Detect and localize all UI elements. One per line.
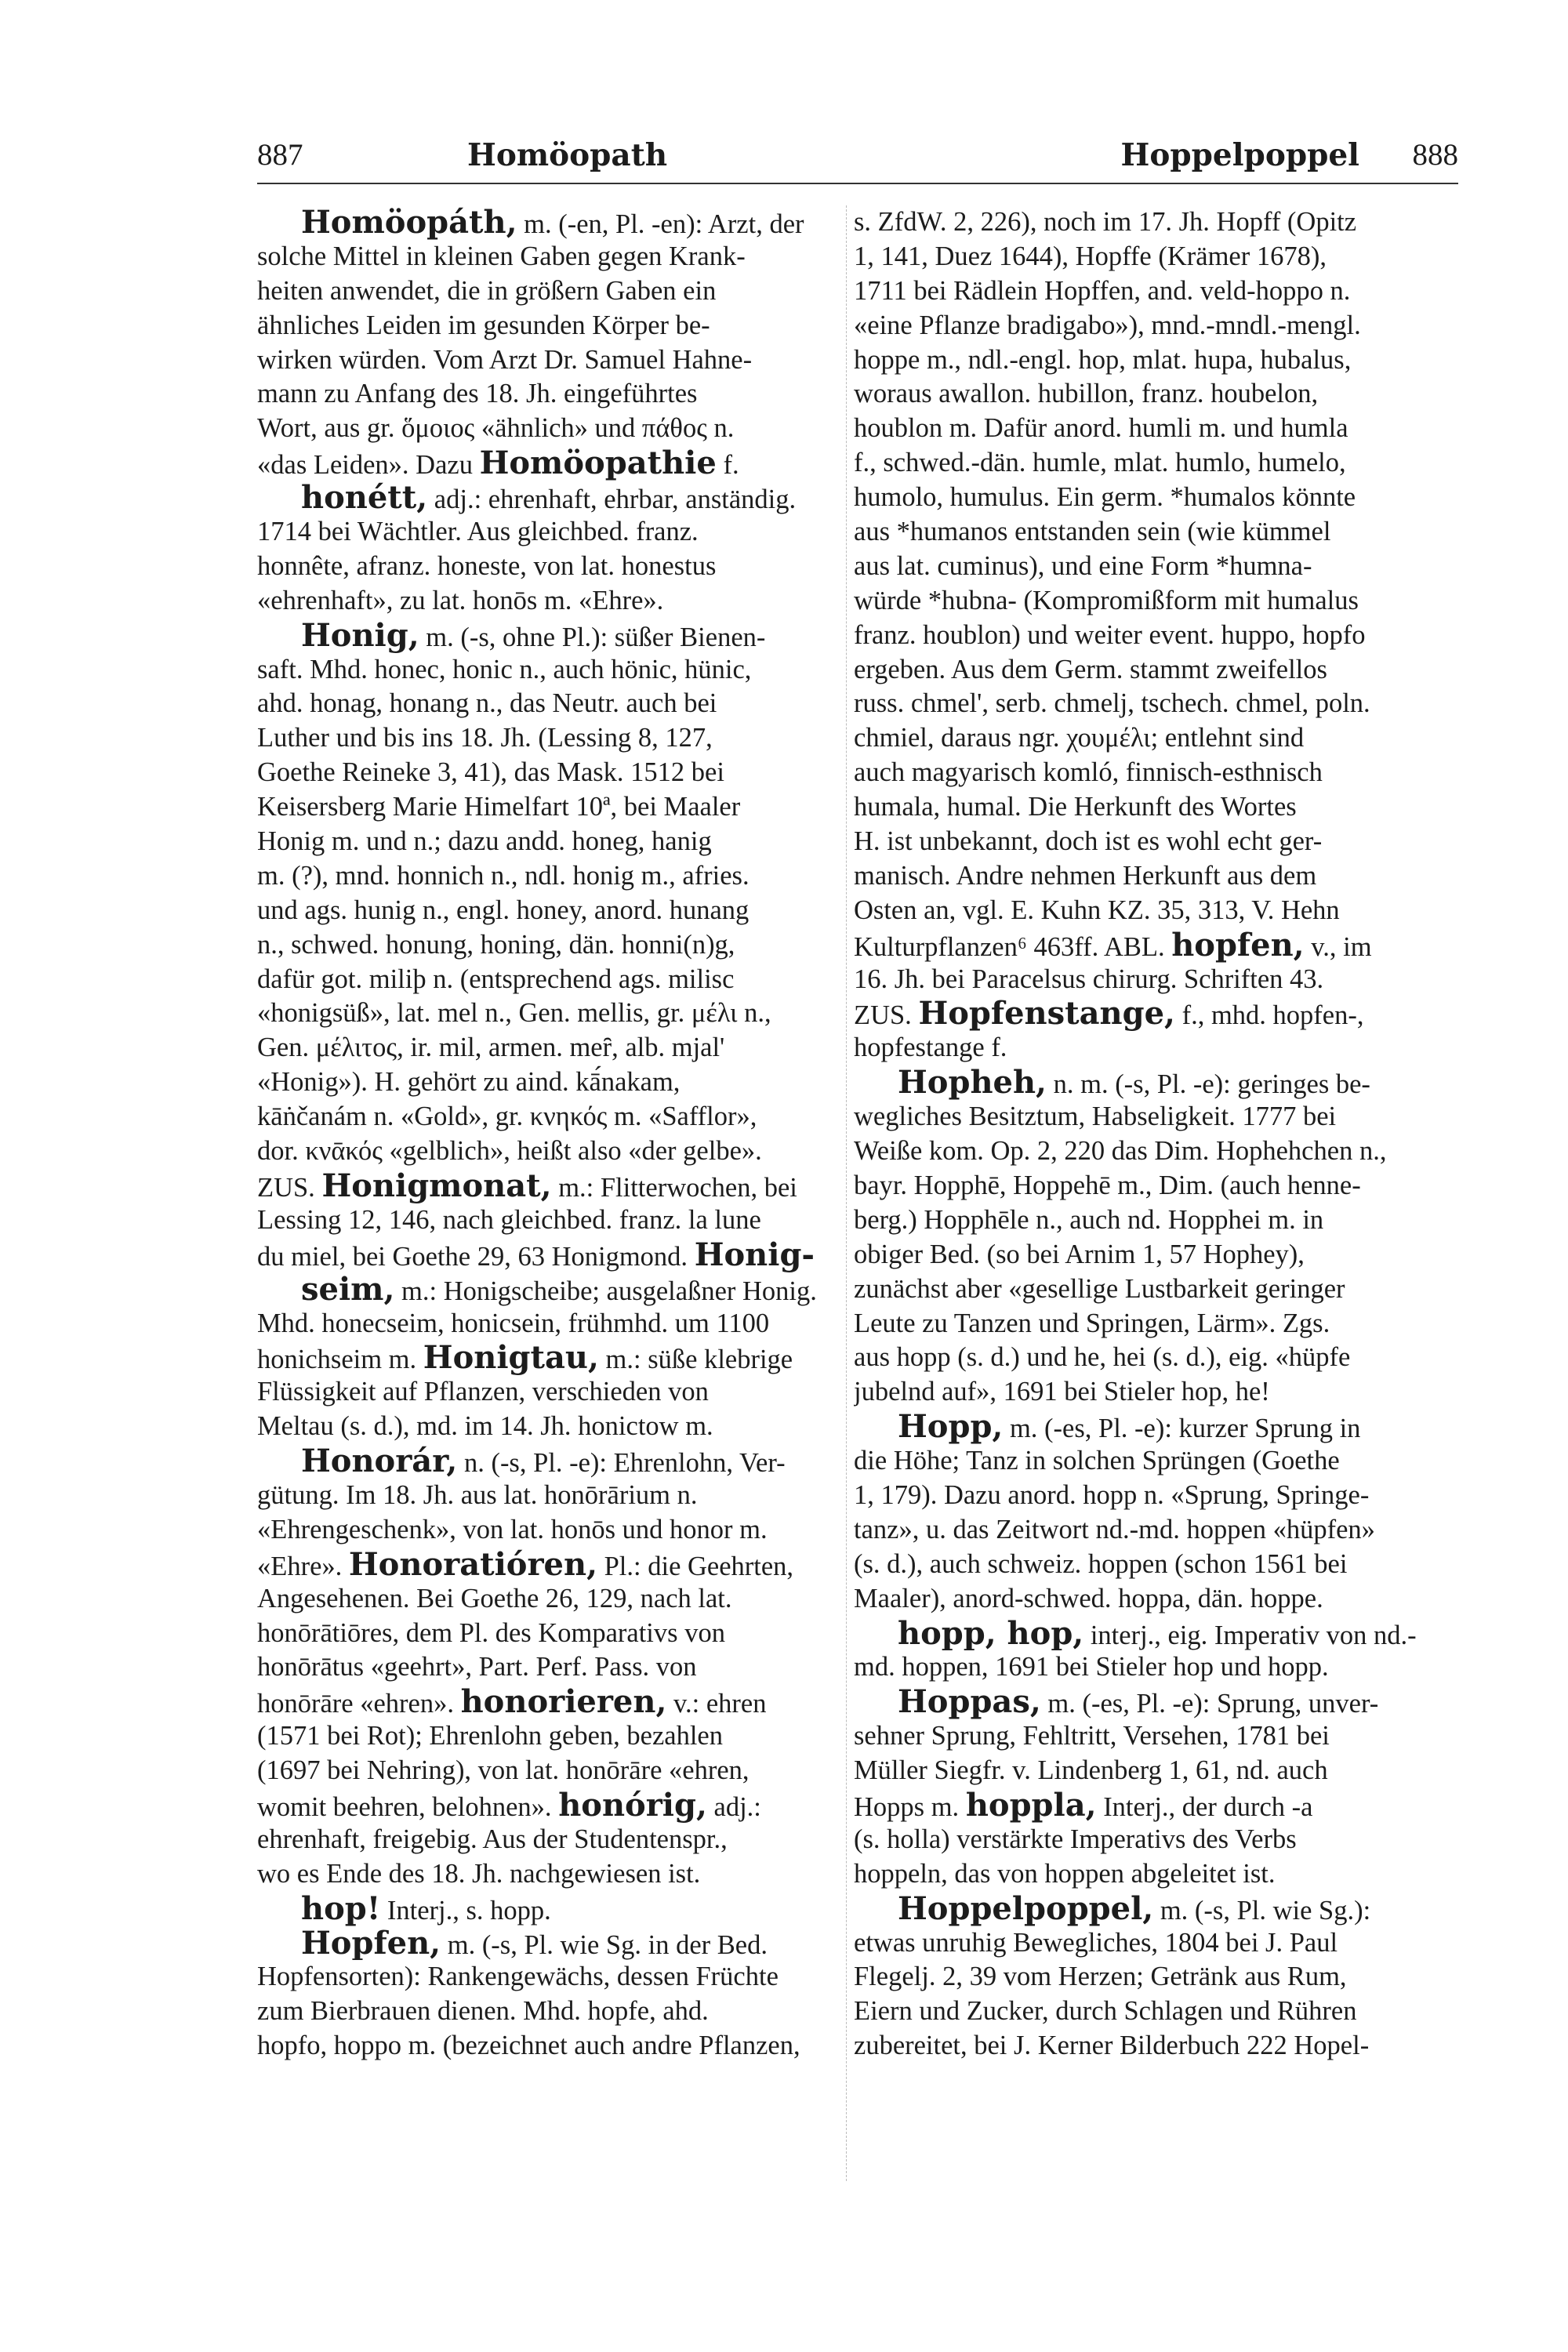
text-line xyxy=(257,928,851,963)
text-line xyxy=(257,1892,851,1926)
text-line xyxy=(257,343,851,378)
text-line xyxy=(257,756,851,790)
text-line xyxy=(854,1134,1448,1169)
text-line xyxy=(257,1788,851,1823)
text-line xyxy=(257,1926,851,1961)
entry-text: m. (-es, Pl. -e): Sprung, unver- xyxy=(1040,1689,1379,1719)
entry-text: «Ehrengeschenk», von lat. honōs und honor m. xyxy=(257,1514,768,1544)
entry-text: mann zu Anfang des 18. Jh. eingeführtes xyxy=(257,379,698,409)
text-line xyxy=(257,481,851,515)
text-line xyxy=(257,1065,851,1100)
entry-text: womit beehren, belohnen». xyxy=(257,1791,559,1822)
text-line xyxy=(854,1203,1448,1238)
entry-text: ZUS. xyxy=(257,1172,322,1203)
entry-text: Kulturpflanzen⁶ 463ff. ABL. xyxy=(854,931,1172,962)
entry-headword: Hopheh, xyxy=(898,1065,1047,1101)
entry-text: Goethe Reineke 3, 41), das Mask. 1512 bei xyxy=(257,757,724,788)
entry-text: Pl.: die Geehrten, xyxy=(597,1551,794,1581)
running-headword-left: Homöopath xyxy=(467,137,668,173)
entry-text: m. (-es, Pl. -e): kurzer Sprung in xyxy=(1003,1414,1361,1444)
text-line xyxy=(257,309,851,343)
text-line xyxy=(257,1031,851,1065)
page-number-left: 887 xyxy=(257,138,303,172)
text-line xyxy=(257,1341,851,1375)
header-rule xyxy=(257,183,1458,184)
text-line xyxy=(854,653,1448,688)
entry-text: die Höhe; Tanz in solchen Sprüngen (Goethe xyxy=(854,1446,1340,1476)
text-line xyxy=(257,1100,851,1134)
entry-text: (s. holla) verstärkte Imperativs des Verbs xyxy=(854,1824,1297,1854)
text-line xyxy=(257,1685,851,1719)
text-line xyxy=(257,1719,851,1754)
entry-text: Gen. μέλιτος, ir. mil, armen. meȓ, alb. mjal' xyxy=(257,1033,725,1063)
entry-text: Mhd. honecseim, honicsein, frühmhd. um 1100 xyxy=(257,1308,770,1338)
text-line xyxy=(257,619,851,653)
text-line xyxy=(854,1617,1448,1651)
text-line xyxy=(854,1065,1448,1100)
entry-text: dor. κνᾱκός «gelblich», heißt also «der gelbe». xyxy=(257,1136,762,1167)
text-line xyxy=(854,1341,1448,1375)
entry-headword: Honig- xyxy=(694,1237,815,1272)
entry-headword: Homöopathie xyxy=(479,446,717,481)
entry-text: und ags. hunig n., engl. honey, anord. hunang xyxy=(257,895,750,925)
text-line xyxy=(854,996,1448,1031)
text-line xyxy=(257,1134,851,1169)
entry-text: russ. chmel', serb. chmelj, tschech. chmel, poln. xyxy=(854,688,1370,719)
entry-text: (s. d.), auch schweiz. hoppen (schon 1561 bei xyxy=(854,1548,1348,1579)
entry-text: humala, humal. Die Herkunft des Wortes xyxy=(854,792,1297,822)
entry-text: aus *humanos entstanden sein (wie kümmel xyxy=(854,517,1331,547)
entry-text: dafür got. miliþ n. (entsprechend ags. milisc xyxy=(257,964,735,994)
entry-text: gütung. Im 18. Jh. aus lat. honōrārium n. xyxy=(257,1479,698,1510)
text-line xyxy=(854,550,1448,584)
entry-text: bayr. Hopphē, Hoppehē m., Dim. (auch henne- xyxy=(854,1170,1361,1200)
entry-text: v.: ehren xyxy=(666,1689,767,1719)
entry-text: Flüssigkeit auf Pflanzen, verschieden von xyxy=(257,1377,709,1407)
text-line xyxy=(257,1650,851,1685)
entry-text: «Honig»). H. gehört zu aind. kā́nakam, xyxy=(257,1067,681,1098)
page-number-right: 888 xyxy=(1412,138,1458,172)
entry-headword: hoppla, xyxy=(965,1788,1097,1823)
entry-headword: hop! xyxy=(301,1891,381,1926)
text-line xyxy=(854,963,1448,997)
entry-text: «ehrenhaft», zu lat. honōs m. «Ehre». xyxy=(257,585,664,615)
entry-text: Interj., der durch -a xyxy=(1096,1791,1313,1822)
text-line xyxy=(257,412,851,446)
entry-text: 16. Jh. bei Paracelsus chirurg. Schriften 43. xyxy=(854,964,1324,994)
entry-text: m. (?), mnd. honnich n., ndl. honig m., afries. xyxy=(257,860,750,891)
entry-text: 1, 141, Duez 1644), Hopffe (Krämer 1678), xyxy=(854,241,1327,271)
entry-headword: seim, xyxy=(301,1272,395,1307)
text-line xyxy=(854,1479,1448,1513)
text-line xyxy=(854,343,1448,378)
entry-text: hopfo, hoppo m. (bezeichnet auch andre Pflanzen, xyxy=(257,2031,800,2061)
text-line xyxy=(257,205,851,240)
right-column xyxy=(854,205,1448,2063)
text-line xyxy=(854,309,1448,343)
entry-text: «honigsüß», lat. mel n., Gen. mellis, gr. μέλι n., xyxy=(257,998,771,1029)
entry-text: m. (-en, Pl. -en): Arzt, der xyxy=(517,209,804,239)
entry-headword: Honigtau, xyxy=(423,1341,599,1376)
text-line xyxy=(257,859,851,894)
entry-text: honnête, afranz. honeste, von lat. honestus xyxy=(257,550,717,581)
entry-text: Angesehenen. Bei Goethe 26, 129, nach lat. xyxy=(257,1583,732,1613)
text-line xyxy=(257,1203,851,1238)
text-line xyxy=(854,274,1448,309)
text-line xyxy=(854,1650,1448,1685)
text-line xyxy=(257,1375,851,1410)
entry-text: adj.: xyxy=(706,1791,761,1822)
running-headword-right: Hoppelpoppel xyxy=(1120,137,1359,173)
text-line xyxy=(854,1169,1448,1203)
text-line xyxy=(854,2029,1448,2063)
entry-text: Leute zu Tanzen und Springen, Lärm». Zgs. xyxy=(854,1308,1330,1338)
text-line xyxy=(257,653,851,688)
column-separator xyxy=(846,205,847,2181)
text-line xyxy=(257,687,851,721)
entry-headword: honórig, xyxy=(558,1788,707,1823)
entry-text: (1571 bei Rot); Ehrenlohn geben, bezahlen xyxy=(257,1721,723,1751)
entry-text: berg.) Hopphēle n., auch nd. Hopphei m. in xyxy=(854,1204,1324,1235)
text-line xyxy=(854,721,1448,756)
entry-text: n. (-s, Pl. -e): Ehrenlohn, Ver- xyxy=(457,1448,786,1479)
entry-text: Honig m. und n.; dazu andd. honeg, hanig xyxy=(257,826,712,857)
entry-text: Wort, aus gr. ὅμοιος «ähnlich» und πάθος n. xyxy=(257,413,735,444)
entry-text: woraus awallon. hubillon, franz. houbelon, xyxy=(854,379,1319,409)
entry-text: honōrātiōres, dem Pl. des Komparativs von xyxy=(257,1617,725,1648)
entry-text: franz. houblon) und weiter event. huppo, hopfo xyxy=(854,619,1366,650)
entry-text: m.: Flitterwochen, bei xyxy=(551,1172,797,1203)
text-line xyxy=(257,377,851,412)
entry-text: Lessing 12, 146, nach gleichbed. franz. la lune xyxy=(257,1204,761,1235)
entry-text: honōrāre «ehren». xyxy=(257,1689,461,1719)
entry-text: heiten anwendet, die in größern Gaben ein xyxy=(257,275,717,306)
entry-text: zum Bierbrauen dienen. Mhd. hopfe, ahd. xyxy=(257,1996,709,2027)
entry-text: Müller Siegfr. v. Lindenberg 1, 61, nd. auch xyxy=(854,1755,1328,1786)
entry-text: f. xyxy=(716,450,739,481)
running-header xyxy=(257,137,1458,178)
entry-text: Hopps m. xyxy=(854,1791,966,1822)
text-line xyxy=(257,550,851,584)
text-line xyxy=(854,825,1448,859)
entry-text: honichseim m. xyxy=(257,1345,423,1375)
text-line xyxy=(854,1375,1448,1410)
entry-text: jubelnd auf», 1691 bei Stieler hop, he! xyxy=(854,1377,1270,1407)
text-line xyxy=(257,1513,851,1548)
entry-text: du miel, bei Goethe 29, 63 Honigmond. xyxy=(257,1241,695,1272)
text-line xyxy=(854,240,1448,274)
text-line xyxy=(854,1238,1448,1272)
entry-text: sehner Sprung, Fehltritt, Versehen, 1781 bei xyxy=(854,1721,1330,1751)
entry-text: wo es Ende des 18. Jh. nachgewiesen ist. xyxy=(257,1858,701,1889)
entry-headword: Hoppelpoppel, xyxy=(898,1891,1154,1926)
text-line xyxy=(257,240,851,274)
text-line xyxy=(854,1754,1448,1788)
text-line xyxy=(854,687,1448,721)
text-line xyxy=(854,1892,1448,1926)
entry-text: (1697 bei Nehring), von lat. honōrāre «ehren, xyxy=(257,1755,750,1786)
entry-headword: Hopfenstange, xyxy=(918,996,1175,1032)
entry-text: 1711 bei Rädlein Hopffen, and. veld-hoppo n. xyxy=(854,275,1351,306)
text-line xyxy=(257,1960,851,1994)
text-line xyxy=(854,1513,1448,1548)
entry-text: ZUS. xyxy=(854,1000,919,1031)
entry-text: «das Leiden». Dazu xyxy=(257,450,480,481)
entry-text: Keisersberg Marie Himelfart 10ª, bei Maaler xyxy=(257,792,741,822)
text-line xyxy=(257,1479,851,1513)
text-line xyxy=(854,1719,1448,1754)
text-line xyxy=(257,1444,851,1479)
entry-text: saft. Mhd. honec, honic n., auch hönic, hünic, xyxy=(257,654,752,684)
entry-text: kāṅčanám n. «Gold», gr. κνηκός m. «Safflor», xyxy=(257,1102,757,1132)
text-line xyxy=(257,1307,851,1341)
text-line xyxy=(257,790,851,825)
entry-text: zubereitet, bei J. Kerner Bilderbuch 222 Hopel- xyxy=(854,2031,1370,2061)
text-line xyxy=(854,1926,1448,1961)
entry-text: chmiel, daraus ngr. χουμέλι; entlehnt sind xyxy=(854,723,1305,753)
entry-text: ähnliches Leiden im gesunden Körper be- xyxy=(257,310,710,340)
entry-text: wirken würden. Vom Arzt Dr. Samuel Hahne- xyxy=(257,344,753,375)
entry-text: «Ehre». xyxy=(257,1551,349,1581)
text-line xyxy=(257,1238,851,1272)
left-column xyxy=(257,205,851,2063)
entry-text: würde *hubna- (Kompromißform mit humalus xyxy=(854,585,1359,615)
text-line xyxy=(854,446,1448,481)
text-line xyxy=(854,1788,1448,1823)
entry-text: adj.: ehrenhaft, ehrbar, anständig. xyxy=(427,485,797,515)
text-line xyxy=(854,1685,1448,1719)
text-line xyxy=(854,412,1448,446)
entry-text: n., schwed. honung, honing, dän. honni(n)g, xyxy=(257,929,735,960)
text-line xyxy=(257,584,851,619)
entry-text: H. ist unbekannt, doch ist es wohl echt ger- xyxy=(854,826,1323,857)
entry-text: Interj., s. hopp. xyxy=(380,1895,551,1926)
text-line xyxy=(257,1994,851,2029)
entry-headword: Honorár, xyxy=(301,1444,458,1479)
entry-text: hopfestange f. xyxy=(854,1033,1007,1063)
entry-headword: honorieren, xyxy=(460,1685,667,1720)
entry-text: Luther und bis ins 18. Jh. (Lessing 8, 127, xyxy=(257,723,713,753)
text-line xyxy=(854,584,1448,619)
entry-headword: hopfen, xyxy=(1171,927,1305,963)
text-line xyxy=(854,1410,1448,1444)
entry-text: m.: Honigscheibe; ausgelaßner Honig. xyxy=(394,1276,817,1306)
text-line xyxy=(257,721,851,756)
text-line xyxy=(257,894,851,928)
entry-headword: Homöopáth, xyxy=(301,205,517,240)
entry-headword: honétt, xyxy=(301,481,428,516)
entry-text: interj., eig. Imperativ von nd.- xyxy=(1083,1620,1417,1650)
entry-text: 1714 bei Wächtler. Aus gleichbed. franz. xyxy=(257,517,699,547)
entry-text: Osten an, vgl. E. Kuhn KZ. 35, 313, V. Hehn xyxy=(854,895,1340,925)
text-line xyxy=(854,515,1448,550)
entry-text: zunächst aber «gesellige Lustbarkeit geringer xyxy=(854,1273,1345,1304)
entry-text: Hopfensorten): Rankengewächs, dessen Früchte xyxy=(257,1962,779,1992)
text-line xyxy=(854,481,1448,515)
text-line xyxy=(854,1994,1448,2029)
text-line xyxy=(854,1960,1448,1994)
entry-text: Weiße kom. Op. 2, 220 das Dim. Hophehchen n., xyxy=(854,1136,1387,1167)
text-line xyxy=(257,1272,851,1307)
text-line xyxy=(257,825,851,859)
entry-text: houblon m. Dafür anord. humli m. und humla xyxy=(854,413,1348,444)
text-line xyxy=(854,1444,1448,1479)
entry-text: md. hoppen, 1691 bei Stieler hop und hopp. xyxy=(854,1652,1329,1682)
entry-text: obiger Bed. (so bei Arnim 1, 57 Hophey), xyxy=(854,1239,1305,1269)
text-line xyxy=(257,1582,851,1617)
text-line xyxy=(854,619,1448,653)
entry-text: ahd. honag, honang n., das Neutr. auch bei xyxy=(257,688,717,719)
entry-headword: Hoppas, xyxy=(898,1685,1041,1720)
entry-text: 1, 179). Dazu anord. hopp n. «Sprung, Springe- xyxy=(854,1479,1370,1510)
entry-text: manisch. Andre nehmen Herkunft aus dem xyxy=(854,860,1317,891)
text-line xyxy=(854,1582,1448,1617)
text-line xyxy=(854,928,1448,963)
text-line xyxy=(854,1100,1448,1134)
text-line xyxy=(854,1857,1448,1892)
text-line xyxy=(257,963,851,997)
text-line xyxy=(854,859,1448,894)
entry-text: aus lat. cuminus), und eine Form *humna- xyxy=(854,550,1312,581)
entry-text: s. ZfdW. 2, 226), noch im 17. Jh. Hopff (Opitz xyxy=(854,207,1357,237)
entry-text: honōrātus «geehrt», Part. Perf. Pass. von xyxy=(257,1652,697,1682)
entry-headword: Honig, xyxy=(301,618,419,653)
text-line xyxy=(257,1410,851,1444)
entry-text: aus hopp (s. d.) und he, hei (s. d.), eig. «hüpfe xyxy=(854,1342,1351,1373)
entry-text: m. (-s, Pl. wie Sg. in der Bed. xyxy=(441,1929,768,1960)
entry-text: tanz», u. das Zeitwort nd.-md. hoppen «hüpfen» xyxy=(854,1514,1375,1544)
entry-text: Meltau (s. d.), md. im 14. Jh. honictow m. xyxy=(257,1411,713,1442)
text-line xyxy=(257,515,851,550)
entry-text: Eiern und Zucker, durch Schlagen und Rühren xyxy=(854,1996,1357,2027)
entry-text: f., schwed.-dän. humle, mlat. humlo, humelo, xyxy=(854,448,1346,478)
entry-text: n. m. (-s, Pl. -e): geringes be- xyxy=(1046,1069,1370,1100)
text-line xyxy=(854,1031,1448,1065)
text-line xyxy=(257,1548,851,1582)
entry-text: hoppe m., ndl.-engl. hop, mlat. hupa, hubalus, xyxy=(854,344,1352,375)
entry-text: hoppeln, das von hoppen abgeleitet ist. xyxy=(854,1858,1276,1889)
entry-text: «eine Pflanze bradigabo»), mnd.-mndl.-mengl. xyxy=(854,310,1361,340)
text-line xyxy=(854,1548,1448,1582)
text-line xyxy=(854,205,1448,240)
text-line xyxy=(854,377,1448,412)
entry-text: m. (-s, ohne Pl.): süßer Bienen- xyxy=(419,622,766,652)
entry-text: solche Mittel in kleinen Gaben gegen Krank- xyxy=(257,241,746,271)
text-line xyxy=(854,1272,1448,1307)
text-line xyxy=(257,1754,851,1788)
text-line xyxy=(257,2029,851,2063)
text-line xyxy=(257,274,851,309)
entry-headword: Honigmonat, xyxy=(321,1168,552,1203)
entry-text: Maaler), anord-schwed. hoppa, dän. hoppe. xyxy=(854,1583,1323,1613)
text-line xyxy=(257,1617,851,1651)
entry-text: m.: süße klebrige xyxy=(598,1345,793,1375)
entry-text: wegliches Besitztum, Habseligkeit. 1777 bei xyxy=(854,1102,1337,1132)
entry-text: f., mhd. hopfen-, xyxy=(1174,1000,1364,1031)
text-line xyxy=(854,1307,1448,1341)
entry-headword: Hopfen, xyxy=(301,1926,441,1961)
entry-text: v., im xyxy=(1304,931,1372,962)
text-line xyxy=(854,790,1448,825)
text-line xyxy=(854,894,1448,928)
entry-headword: hopp, hop, xyxy=(898,1616,1084,1651)
text-line xyxy=(257,1857,851,1892)
entry-headword: Hopp, xyxy=(898,1410,1004,1445)
entry-text: humolo, humulus. Ein germ. *humalos könnte xyxy=(854,482,1356,513)
text-line xyxy=(257,1169,851,1203)
text-line xyxy=(854,1823,1448,1857)
entry-text: m. (-s, Pl. wie Sg.): xyxy=(1153,1895,1371,1926)
text-line xyxy=(257,1823,851,1857)
entry-text: ehrenhaft, freigebig. Aus der Studentenspr., xyxy=(257,1824,728,1854)
entry-text: ergeben. Aus dem Germ. stammt zweifellos xyxy=(854,654,1327,684)
entry-headword: Honoratióren, xyxy=(348,1547,597,1582)
text-line xyxy=(854,756,1448,790)
text-line xyxy=(257,996,851,1031)
text-line xyxy=(257,446,851,481)
entry-text: Flegelj. 2, 39 vom Herzen; Getränk aus Rum, xyxy=(854,1962,1347,1992)
entry-text: auch magyarisch komló, finnisch-esthnisch xyxy=(854,757,1323,788)
entry-text: etwas unruhig Bewegliches, 1804 bei J. Paul xyxy=(854,1927,1338,1958)
